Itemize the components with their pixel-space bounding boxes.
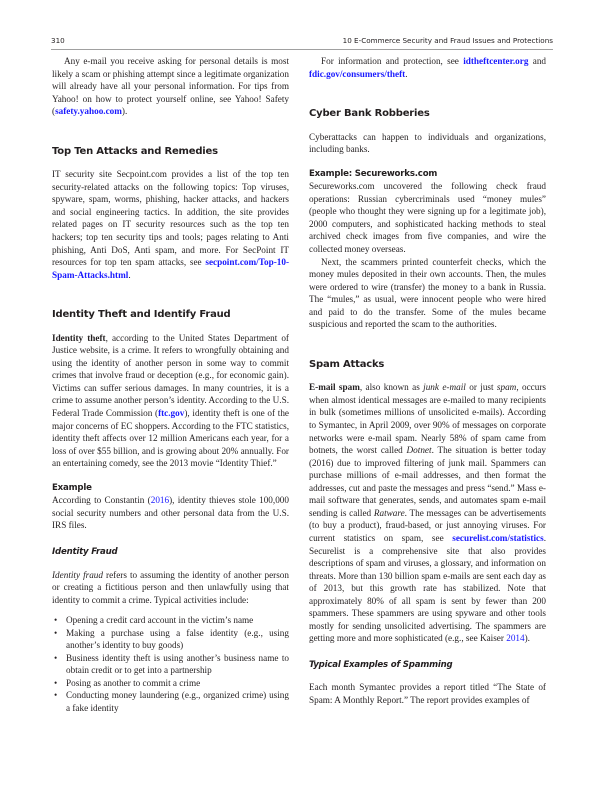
header-rule <box>51 49 553 50</box>
page-header <box>51 34 553 47</box>
yahoo-safety-link[interactable]: safety.yahoo.com <box>55 106 122 117</box>
left-column <box>52 55 289 715</box>
securelist-link[interactable]: securelist.com/statistics <box>452 532 544 543</box>
kaiser-citation-link[interactable]: 2014 <box>506 633 525 644</box>
idtheftcenter-link[interactable]: idtheftcenter.org <box>463 56 529 66</box>
section-heading-top-ten: Top Ten Attacks and Remedies <box>52 145 218 157</box>
section-heading-identity-theft: Identity Theft and Identify Fraud <box>52 309 231 321</box>
example-paragraph: According to Constantin (2016), identity thieves stole 100,000 social security numbers and other personal data from the U.S. IRS files. <box>52 495 289 531</box>
secureworks-paragraph-1: Secureworks.com uncovered the following check fraud operations: Russian cybercriminals used “money mules” (people who thought they were signing up for a legitimate job), 2000 computers, and sophisticated hacking methods to steal archived check images from five companies, and wire the collected money overseas. <box>309 181 546 255</box>
list-item: • Making a purchase using a false identity (e.g., using another’s identity to buy goods) <box>66 627 289 652</box>
secureworks-paragraph-2: Next, the scammers printed counterfeit checks, which the money mules deposited in their own accounts. Then, the mules were ordered to wire (transfer) the money to a bank in Russia. The “mules,” as usual, were innocent people who were hired and paid to do the transfer. Some of the mules became suspicious and reported the scam to the authorities. <box>309 256 546 330</box>
example-heading: Example <box>52 482 92 493</box>
constantin-citation-link[interactable]: 2016 <box>150 495 170 506</box>
fdic-link[interactable]: fdic.gov/consumers/theft <box>309 68 406 79</box>
list-item: • Conducting money laundering (e.g., organized crime) using a fake identity <box>66 689 289 714</box>
right-column <box>309 55 546 707</box>
ftc-link[interactable]: ftc.gov <box>158 408 185 419</box>
list-item: • Posing as another to commit a crime <box>66 677 289 690</box>
secureworks-example-heading: Example: Secureworks.com <box>309 168 438 179</box>
section-heading-cyber-bank: Cyber Bank Robberies <box>309 108 430 120</box>
typical-spamming-paragraph: Each month Symantec provides a report titled “The State of Spam: A Monthly Report.” The report provides examples of <box>309 682 546 705</box>
identity-theft-paragraph: Identity theft, according to the United States Department of Justice website, is a crime. It refers to wrongfully obtaining and using the identity of another person in some way to commit crimes that involve fraud or deception (e.g., for economic gain). Victims can suffer serious damages. In many countries, it is a crime to assume another person’s identity. According to the U.S. Federal Trade Commission (ftc.gov), identity theft is one of the major concerns of EC shoppers. According to the FTC statistics, identity theft affects over 12 million Americans each year, for a loss of over $55 billion, and is growing about 20% annually. For an entertaining comedy, see the 2013 movie “Identity Thief.” <box>52 332 289 469</box>
identity-fraud-heading: Identity Fraud <box>52 546 118 557</box>
list-item: • Business identity theft is using another’s business name to obtain credit or to get into a partnership <box>66 652 289 677</box>
spam-paragraph: E-mail spam, also known as junk e-mail or just spam, occurs when almost identical messages are e-mailed to many recipients in bulk (sometimes millions of unsolicited e-mails). According to Symantec, in April 2009, over 90% of messages on corporate networks were e-mail spam. Nearly 58% of spam came from botnets, the worst called Dotnet. The situation is better today (2016) due to improved filtering of junk mail. Spammers can purchase millions of e-mail addresses, and then format the addresses, cut and paste the messages and press “send.” Mass e-mail software that generates, sends, and automates spam e-mail sending is called Ratware. The messages can be advertisements (to buy a product), fraud-based, or just annoying viruses. For current statistics on spam, see securelist.com/statistics. Securelist is a comprehensive site that also provides descriptions of spam and viruses, a glossary, and information on threats. More than 130 billion spam e-mails are sent each day as of 2013, but this growth rate has stabilized. Note that approximately 80% of all spam is sent by fewer than 200 spammers. These spammers are using spyware and other tools mostly for sending unsolicited advertising. The spammers are getting more and more sophisticated (e.g., see Kaiser 2014). <box>309 382 546 644</box>
secpoint-link[interactable]: secpoint.com/Top-10-Spam-Attacks.html <box>52 257 289 280</box>
identity-fraud-list <box>52 614 289 714</box>
intro-paragraph: Any e-mail you receive asking for personal details is most likely a scam or phishing attempt since a legitimate organization will already have all your personal information. For tips from Yahoo! on how to protect yourself online, see Yahoo! Safety (safety.yahoo.com). <box>52 56 289 117</box>
section-heading-spam: Spam Attacks <box>309 358 385 370</box>
cyber-bank-paragraph: Cyberattacks can happen to individuals and organizations, including banks. <box>309 131 546 155</box>
typical-spamming-heading: Typical Examples of Spamming <box>309 659 453 670</box>
page-number: 310 <box>51 36 65 45</box>
identity-fraud-paragraph: Identity fraud refers to assuming the identity of another person or creating a fictitious person and then unlawfully using that identity to commit a crime. Typical activities include: <box>52 569 289 605</box>
top-ten-paragraph: IT security site Secpoint.com provides a list of the top ten security-related attacks on the following topics: Top viruses, spyware, spam, worms, phishing, hacker attacks, and hackers and social engineering tactics. In addition, the site provides related pages on IT security resources such as the top ten hackers; top ten security tips and tools; pages relating to Anti phishing, Anti DoS, Anti spam, and more. For SecPoint IT resources for top ten spam attacks, see secpoint.com/Top-10-Spam-Attacks.html. <box>52 169 289 280</box>
running-head: 10 E-Commerce Security and Fraud Issues and Protections <box>342 36 553 45</box>
list-item: • Opening a credit card account in the victim’s name <box>66 614 289 627</box>
info-paragraph: For information and protection, see idtheftcenter.org and fdic.gov/consumers/theft. <box>309 56 547 79</box>
